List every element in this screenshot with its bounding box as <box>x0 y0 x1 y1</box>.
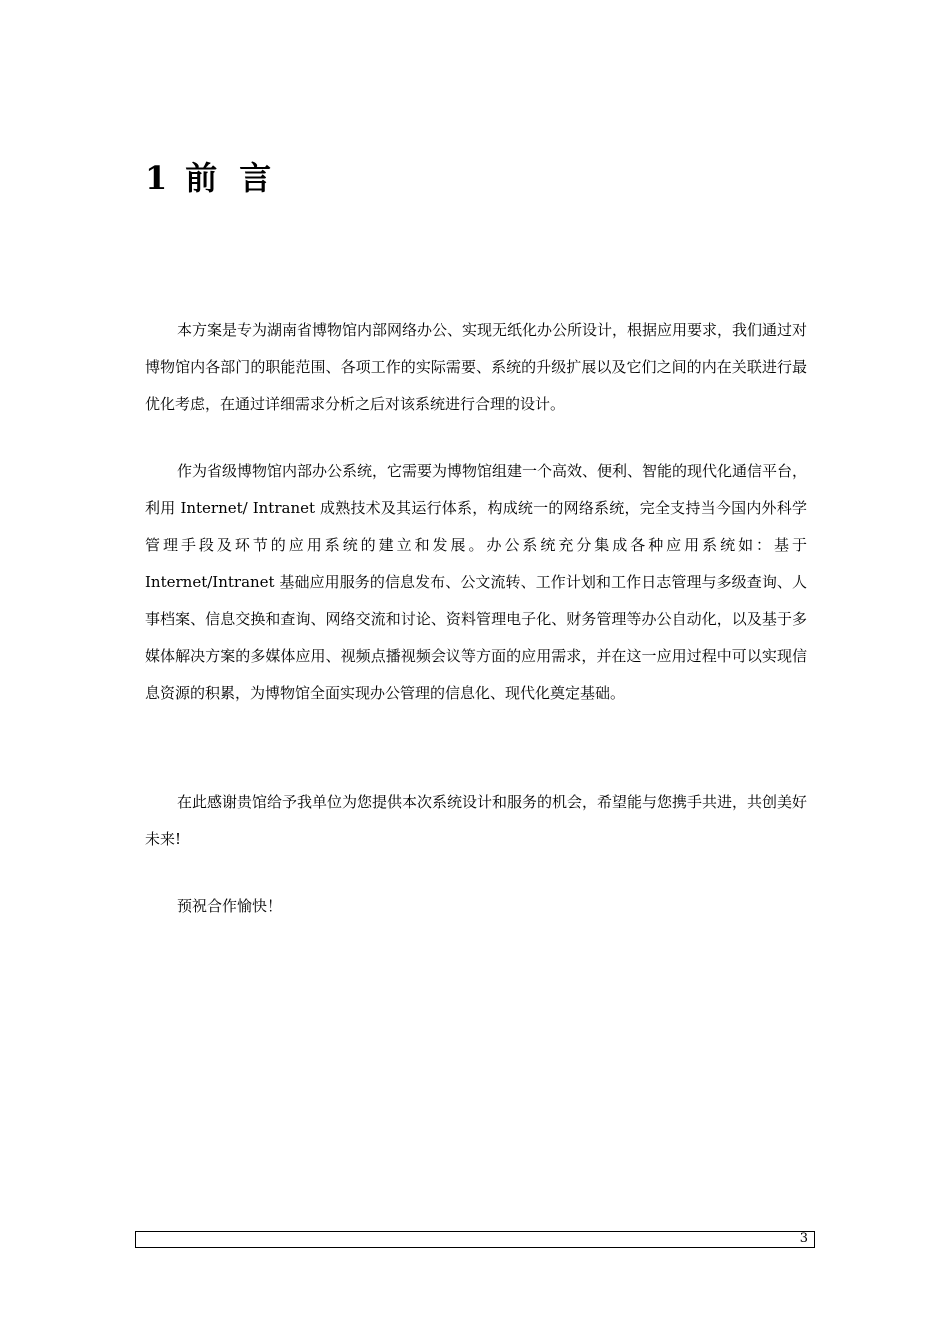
paragraph-intro: 本方案是专为湖南省博物馆内部网络办公、实现无纸化办公所设计，根据应用要求，我们通过对博物馆内各部门的职能范围、各项工作的实际需要、系统的升级扩展以及它们之间的内在关联进行最优化考虑，在通过详细需求分析之后对该系统进行合理的设计。 <box>145 321 808 413</box>
paragraph-thanks: 在此感谢贵馆给予我单位为您提供本次系统设计和服务的机会，希望能与您携手共进，共创美好未来! <box>145 793 808 848</box>
paragraph-block <box>145 784 807 858</box>
section-heading <box>145 152 293 204</box>
paragraph-block <box>145 453 807 712</box>
paragraph-block <box>145 888 807 925</box>
paragraph-block <box>145 312 807 423</box>
page-number: 3 <box>799 1231 808 1246</box>
page-footer <box>135 1231 815 1248</box>
section-title-char: 言 <box>239 159 272 197</box>
section-title-char: 前 <box>185 159 218 197</box>
section-number: 1 <box>145 159 168 197</box>
paragraph-system-description: 作为省级博物馆内部办公系统，它需要为博物馆组建一个高效、便利、智能的现代化通信平台，利用 Internet/ Intranet 成熟技术及其运行体系，构成统一的网络系统，完全支持当今国内外科学管理手段及环节的应用系统的建立和发展。办公系统充分集成各种应用系统如：基于 Internet/Intranet 基础应用服务的信息发布、公文流转、工作计划和工作日志管理与多级查询、人事档案、信息交换和查询、网络交流和讨论、资料管理电子化、财务管理等办公自动化，以及基于多媒体解决方案的多媒体应用、视频点播视频会议等方面的应用需求，并在这一应用过程中可以实现信息资源的积累，为博物馆全面实现办公管理的信息化、现代化奠定基础。 <box>145 462 808 702</box>
paragraph-closing: 预祝合作愉快！ <box>177 897 283 915</box>
